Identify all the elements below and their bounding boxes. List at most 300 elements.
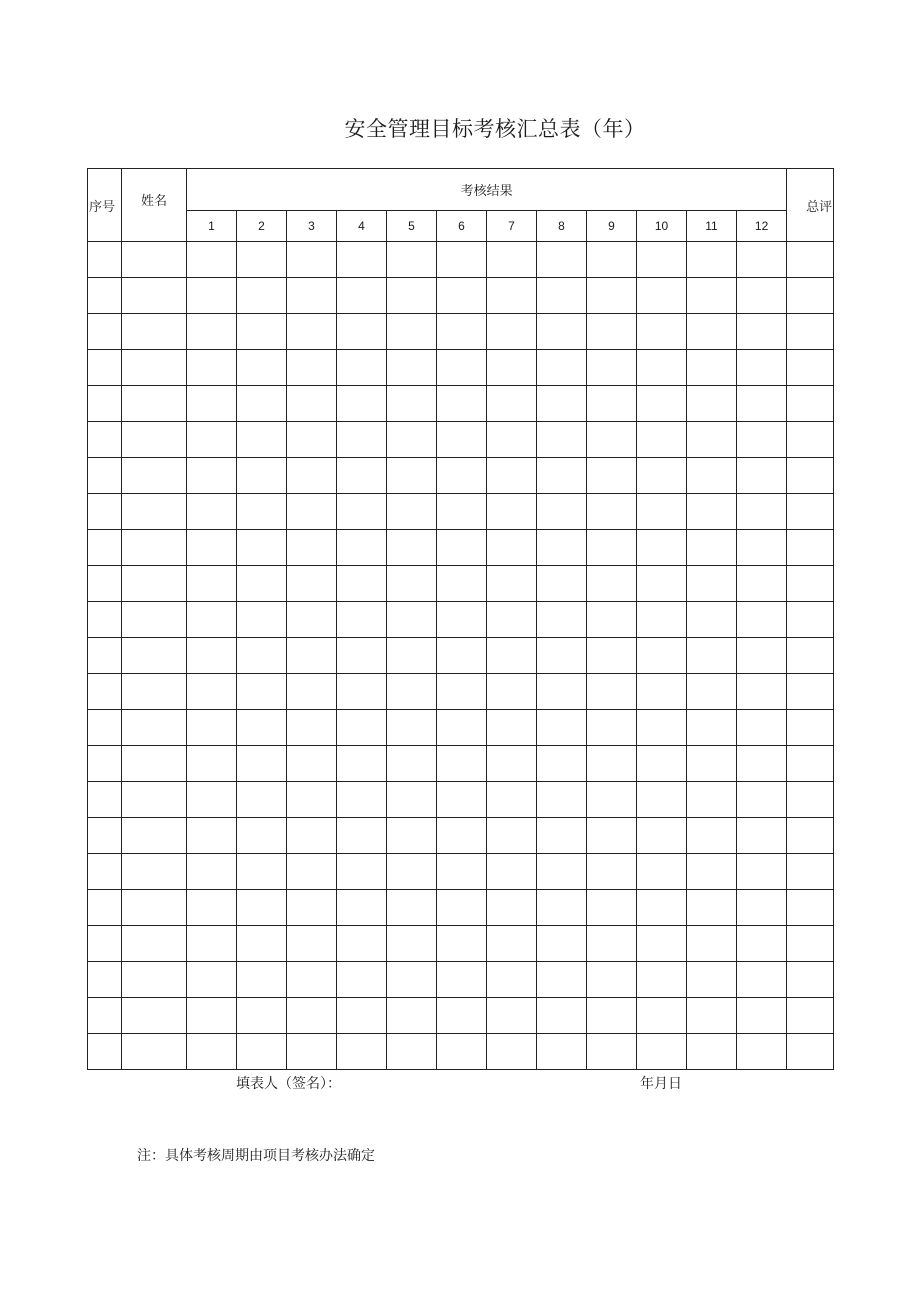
table-cell[interactable] bbox=[88, 242, 122, 278]
table-cell[interactable] bbox=[187, 674, 237, 710]
table-cell[interactable] bbox=[187, 746, 237, 782]
table-cell[interactable] bbox=[687, 566, 737, 602]
table-cell[interactable] bbox=[637, 278, 687, 314]
table-cell[interactable] bbox=[687, 314, 737, 350]
table-cell[interactable] bbox=[287, 674, 337, 710]
table-cell[interactable] bbox=[587, 458, 637, 494]
table-cell[interactable] bbox=[637, 314, 687, 350]
table-cell[interactable] bbox=[487, 638, 537, 674]
table-cell[interactable] bbox=[237, 314, 287, 350]
table-cell[interactable] bbox=[337, 890, 387, 926]
table-cell[interactable] bbox=[437, 962, 487, 998]
table-cell[interactable] bbox=[737, 674, 787, 710]
table-cell[interactable] bbox=[537, 458, 587, 494]
table-cell[interactable] bbox=[487, 350, 537, 386]
table-cell[interactable] bbox=[437, 638, 487, 674]
table-cell[interactable] bbox=[337, 638, 387, 674]
table-cell[interactable] bbox=[687, 890, 737, 926]
table-cell[interactable] bbox=[88, 890, 122, 926]
table-cell[interactable] bbox=[387, 422, 437, 458]
table-cell[interactable] bbox=[237, 782, 287, 818]
table-cell[interactable] bbox=[88, 1034, 122, 1070]
table-cell[interactable] bbox=[337, 314, 387, 350]
table-cell[interactable] bbox=[88, 602, 122, 638]
table-cell[interactable] bbox=[437, 998, 487, 1034]
table-cell[interactable] bbox=[787, 386, 834, 422]
table-cell[interactable] bbox=[537, 998, 587, 1034]
table-cell[interactable] bbox=[587, 566, 637, 602]
table-cell[interactable] bbox=[88, 782, 122, 818]
table-cell[interactable] bbox=[637, 350, 687, 386]
table-cell[interactable] bbox=[787, 926, 834, 962]
table-cell[interactable] bbox=[637, 818, 687, 854]
table-cell[interactable] bbox=[287, 854, 337, 890]
table-cell[interactable] bbox=[737, 746, 787, 782]
table-cell[interactable] bbox=[122, 638, 187, 674]
table-cell[interactable] bbox=[787, 638, 834, 674]
table-cell[interactable] bbox=[187, 494, 237, 530]
table-cell[interactable] bbox=[737, 278, 787, 314]
table-cell[interactable] bbox=[587, 422, 637, 458]
table-cell[interactable] bbox=[387, 278, 437, 314]
table-cell[interactable] bbox=[437, 1034, 487, 1070]
table-cell[interactable] bbox=[387, 458, 437, 494]
table-cell[interactable] bbox=[637, 530, 687, 566]
table-cell[interactable] bbox=[737, 782, 787, 818]
table-cell[interactable] bbox=[537, 278, 587, 314]
table-cell[interactable] bbox=[787, 278, 834, 314]
table-cell[interactable] bbox=[487, 962, 537, 998]
table-cell[interactable] bbox=[637, 674, 687, 710]
table-cell[interactable] bbox=[737, 314, 787, 350]
table-cell[interactable] bbox=[88, 962, 122, 998]
table-cell[interactable] bbox=[687, 926, 737, 962]
table-cell[interactable] bbox=[687, 422, 737, 458]
table-cell[interactable] bbox=[287, 998, 337, 1034]
table-cell[interactable] bbox=[88, 818, 122, 854]
table-cell[interactable] bbox=[737, 386, 787, 422]
table-cell[interactable] bbox=[287, 350, 337, 386]
table-cell[interactable] bbox=[487, 386, 537, 422]
table-cell[interactable] bbox=[237, 998, 287, 1034]
table-cell[interactable] bbox=[487, 890, 537, 926]
table-cell[interactable] bbox=[537, 350, 587, 386]
table-cell[interactable] bbox=[587, 782, 637, 818]
table-cell[interactable] bbox=[737, 998, 787, 1034]
table-cell[interactable] bbox=[487, 422, 537, 458]
table-cell[interactable] bbox=[787, 818, 834, 854]
table-cell[interactable] bbox=[287, 890, 337, 926]
table-cell[interactable] bbox=[587, 314, 637, 350]
table-cell[interactable] bbox=[122, 566, 187, 602]
table-cell[interactable] bbox=[122, 602, 187, 638]
table-cell[interactable] bbox=[587, 998, 637, 1034]
table-cell[interactable] bbox=[537, 890, 587, 926]
table-cell[interactable] bbox=[122, 926, 187, 962]
table-cell[interactable] bbox=[237, 710, 287, 746]
table-cell[interactable] bbox=[287, 962, 337, 998]
table-cell[interactable] bbox=[187, 710, 237, 746]
table-cell[interactable] bbox=[122, 458, 187, 494]
table-cell[interactable] bbox=[787, 422, 834, 458]
table-cell[interactable] bbox=[287, 926, 337, 962]
table-cell[interactable] bbox=[587, 818, 637, 854]
table-cell[interactable] bbox=[537, 602, 587, 638]
table-cell[interactable] bbox=[88, 854, 122, 890]
table-cell[interactable] bbox=[387, 998, 437, 1034]
table-cell[interactable] bbox=[587, 1034, 637, 1070]
table-cell[interactable] bbox=[787, 458, 834, 494]
table-cell[interactable] bbox=[337, 494, 387, 530]
table-cell[interactable] bbox=[122, 854, 187, 890]
table-cell[interactable] bbox=[287, 242, 337, 278]
table-cell[interactable] bbox=[787, 602, 834, 638]
table-cell[interactable] bbox=[387, 854, 437, 890]
table-cell[interactable] bbox=[287, 782, 337, 818]
table-cell[interactable] bbox=[437, 242, 487, 278]
table-cell[interactable] bbox=[687, 350, 737, 386]
table-cell[interactable] bbox=[237, 566, 287, 602]
table-cell[interactable] bbox=[487, 710, 537, 746]
table-cell[interactable] bbox=[487, 854, 537, 890]
table-cell[interactable] bbox=[437, 602, 487, 638]
table-cell[interactable] bbox=[637, 998, 687, 1034]
table-cell[interactable] bbox=[187, 602, 237, 638]
table-cell[interactable] bbox=[637, 386, 687, 422]
table-cell[interactable] bbox=[88, 314, 122, 350]
table-cell[interactable] bbox=[287, 386, 337, 422]
table-cell[interactable] bbox=[537, 638, 587, 674]
table-cell[interactable] bbox=[637, 422, 687, 458]
table-cell[interactable] bbox=[88, 494, 122, 530]
table-cell[interactable] bbox=[287, 278, 337, 314]
table-cell[interactable] bbox=[537, 566, 587, 602]
table-cell[interactable] bbox=[122, 782, 187, 818]
table-cell[interactable] bbox=[337, 962, 387, 998]
table-cell[interactable] bbox=[122, 818, 187, 854]
table-cell[interactable] bbox=[387, 674, 437, 710]
table-cell[interactable] bbox=[587, 278, 637, 314]
table-cell[interactable] bbox=[637, 494, 687, 530]
table-cell[interactable] bbox=[122, 674, 187, 710]
table-cell[interactable] bbox=[787, 566, 834, 602]
table-cell[interactable] bbox=[122, 278, 187, 314]
table-cell[interactable] bbox=[187, 638, 237, 674]
table-cell[interactable] bbox=[537, 746, 587, 782]
table-cell[interactable] bbox=[122, 890, 187, 926]
table-cell[interactable] bbox=[287, 638, 337, 674]
table-cell[interactable] bbox=[187, 890, 237, 926]
table-cell[interactable] bbox=[337, 782, 387, 818]
table-cell[interactable] bbox=[287, 1034, 337, 1070]
table-cell[interactable] bbox=[737, 566, 787, 602]
table-cell[interactable] bbox=[737, 422, 787, 458]
table-cell[interactable] bbox=[237, 350, 287, 386]
table-cell[interactable] bbox=[587, 242, 637, 278]
table-cell[interactable] bbox=[337, 458, 387, 494]
table-cell[interactable] bbox=[687, 242, 737, 278]
table-cell[interactable] bbox=[487, 674, 537, 710]
table-cell[interactable] bbox=[787, 962, 834, 998]
table-cell[interactable] bbox=[337, 386, 387, 422]
table-cell[interactable] bbox=[537, 530, 587, 566]
table-cell[interactable] bbox=[337, 674, 387, 710]
table-cell[interactable] bbox=[587, 854, 637, 890]
table-cell[interactable] bbox=[122, 386, 187, 422]
table-cell[interactable] bbox=[737, 602, 787, 638]
table-cell[interactable] bbox=[687, 782, 737, 818]
table-cell[interactable] bbox=[337, 818, 387, 854]
table-cell[interactable] bbox=[187, 854, 237, 890]
table-cell[interactable] bbox=[437, 350, 487, 386]
table-cell[interactable] bbox=[237, 818, 287, 854]
table-cell[interactable] bbox=[637, 890, 687, 926]
table-cell[interactable] bbox=[537, 674, 587, 710]
table-cell[interactable] bbox=[387, 314, 437, 350]
table-cell[interactable] bbox=[687, 818, 737, 854]
table-cell[interactable] bbox=[287, 602, 337, 638]
table-cell[interactable] bbox=[737, 242, 787, 278]
table-cell[interactable] bbox=[787, 350, 834, 386]
table-cell[interactable] bbox=[88, 746, 122, 782]
table-cell[interactable] bbox=[122, 710, 187, 746]
table-cell[interactable] bbox=[387, 386, 437, 422]
table-cell[interactable] bbox=[237, 890, 287, 926]
table-cell[interactable] bbox=[437, 494, 487, 530]
table-cell[interactable] bbox=[122, 746, 187, 782]
table-cell[interactable] bbox=[187, 1034, 237, 1070]
table-cell[interactable] bbox=[537, 962, 587, 998]
table-cell[interactable] bbox=[437, 422, 487, 458]
table-cell[interactable] bbox=[387, 710, 437, 746]
table-cell[interactable] bbox=[687, 602, 737, 638]
table-cell[interactable] bbox=[637, 962, 687, 998]
table-cell[interactable] bbox=[287, 710, 337, 746]
table-cell[interactable] bbox=[387, 242, 437, 278]
table-cell[interactable] bbox=[787, 530, 834, 566]
table-cell[interactable] bbox=[687, 494, 737, 530]
table-cell[interactable] bbox=[587, 494, 637, 530]
table-cell[interactable] bbox=[487, 782, 537, 818]
table-cell[interactable] bbox=[537, 854, 587, 890]
table-cell[interactable] bbox=[122, 1034, 187, 1070]
table-cell[interactable] bbox=[737, 350, 787, 386]
table-cell[interactable] bbox=[587, 890, 637, 926]
table-cell[interactable] bbox=[387, 602, 437, 638]
table-cell[interactable] bbox=[487, 926, 537, 962]
table-cell[interactable] bbox=[537, 1034, 587, 1070]
table-cell[interactable] bbox=[287, 458, 337, 494]
table-cell[interactable] bbox=[687, 854, 737, 890]
table-cell[interactable] bbox=[687, 674, 737, 710]
table-cell[interactable] bbox=[737, 926, 787, 962]
table-cell[interactable] bbox=[637, 458, 687, 494]
table-cell[interactable] bbox=[88, 998, 122, 1034]
table-cell[interactable] bbox=[687, 638, 737, 674]
table-cell[interactable] bbox=[687, 530, 737, 566]
table-cell[interactable] bbox=[537, 782, 587, 818]
table-cell[interactable] bbox=[387, 1034, 437, 1070]
table-cell[interactable] bbox=[237, 386, 287, 422]
table-cell[interactable] bbox=[187, 422, 237, 458]
table-cell[interactable] bbox=[687, 746, 737, 782]
table-cell[interactable] bbox=[487, 746, 537, 782]
table-cell[interactable] bbox=[437, 314, 487, 350]
table-cell[interactable] bbox=[387, 746, 437, 782]
table-cell[interactable] bbox=[337, 710, 387, 746]
table-cell[interactable] bbox=[687, 386, 737, 422]
table-cell[interactable] bbox=[787, 854, 834, 890]
table-cell[interactable] bbox=[88, 638, 122, 674]
table-cell[interactable] bbox=[88, 386, 122, 422]
table-cell[interactable] bbox=[437, 854, 487, 890]
table-cell[interactable] bbox=[637, 566, 687, 602]
table-cell[interactable] bbox=[487, 314, 537, 350]
table-cell[interactable] bbox=[337, 530, 387, 566]
table-cell[interactable] bbox=[187, 386, 237, 422]
table-cell[interactable] bbox=[687, 998, 737, 1034]
table-cell[interactable] bbox=[537, 386, 587, 422]
table-cell[interactable] bbox=[587, 926, 637, 962]
table-cell[interactable] bbox=[237, 494, 287, 530]
table-cell[interactable] bbox=[237, 1034, 287, 1070]
table-cell[interactable] bbox=[237, 962, 287, 998]
table-cell[interactable] bbox=[88, 278, 122, 314]
table-cell[interactable] bbox=[187, 458, 237, 494]
table-cell[interactable] bbox=[637, 1034, 687, 1070]
table-cell[interactable] bbox=[687, 278, 737, 314]
table-cell[interactable] bbox=[437, 746, 487, 782]
table-cell[interactable] bbox=[187, 926, 237, 962]
table-cell[interactable] bbox=[287, 314, 337, 350]
table-cell[interactable] bbox=[587, 710, 637, 746]
table-cell[interactable] bbox=[337, 1034, 387, 1070]
table-cell[interactable] bbox=[287, 530, 337, 566]
table-cell[interactable] bbox=[637, 854, 687, 890]
table-cell[interactable] bbox=[187, 998, 237, 1034]
table-cell[interactable] bbox=[687, 962, 737, 998]
table-cell[interactable] bbox=[487, 494, 537, 530]
table-cell[interactable] bbox=[737, 962, 787, 998]
table-cell[interactable] bbox=[387, 890, 437, 926]
table-cell[interactable] bbox=[187, 350, 237, 386]
table-cell[interactable] bbox=[487, 602, 537, 638]
table-cell[interactable] bbox=[587, 674, 637, 710]
table-cell[interactable] bbox=[337, 566, 387, 602]
table-cell[interactable] bbox=[487, 242, 537, 278]
table-cell[interactable] bbox=[787, 782, 834, 818]
table-cell[interactable] bbox=[287, 494, 337, 530]
table-cell[interactable] bbox=[687, 1034, 737, 1070]
table-cell[interactable] bbox=[537, 422, 587, 458]
table-cell[interactable] bbox=[437, 530, 487, 566]
table-cell[interactable] bbox=[587, 386, 637, 422]
table-cell[interactable] bbox=[687, 710, 737, 746]
table-cell[interactable] bbox=[237, 854, 287, 890]
table-cell[interactable] bbox=[237, 530, 287, 566]
table-cell[interactable] bbox=[437, 710, 487, 746]
table-cell[interactable] bbox=[387, 494, 437, 530]
table-cell[interactable] bbox=[88, 530, 122, 566]
table-cell[interactable] bbox=[122, 242, 187, 278]
table-cell[interactable] bbox=[537, 494, 587, 530]
table-cell[interactable] bbox=[122, 494, 187, 530]
table-cell[interactable] bbox=[237, 458, 287, 494]
table-cell[interactable] bbox=[88, 566, 122, 602]
table-cell[interactable] bbox=[737, 854, 787, 890]
table-cell[interactable] bbox=[637, 926, 687, 962]
table-cell[interactable] bbox=[337, 746, 387, 782]
table-cell[interactable] bbox=[387, 530, 437, 566]
table-cell[interactable] bbox=[387, 962, 437, 998]
table-cell[interactable] bbox=[637, 242, 687, 278]
table-cell[interactable] bbox=[537, 242, 587, 278]
table-cell[interactable] bbox=[737, 710, 787, 746]
table-cell[interactable] bbox=[237, 602, 287, 638]
table-cell[interactable] bbox=[587, 638, 637, 674]
table-cell[interactable] bbox=[88, 350, 122, 386]
table-cell[interactable] bbox=[487, 278, 537, 314]
table-cell[interactable] bbox=[437, 386, 487, 422]
table-cell[interactable] bbox=[237, 242, 287, 278]
table-cell[interactable] bbox=[88, 458, 122, 494]
table-cell[interactable] bbox=[122, 314, 187, 350]
table-cell[interactable] bbox=[187, 962, 237, 998]
table-cell[interactable] bbox=[537, 926, 587, 962]
table-cell[interactable] bbox=[637, 710, 687, 746]
table-cell[interactable] bbox=[437, 458, 487, 494]
table-cell[interactable] bbox=[537, 710, 587, 746]
table-cell[interactable] bbox=[337, 422, 387, 458]
table-cell[interactable] bbox=[637, 782, 687, 818]
table-cell[interactable] bbox=[437, 278, 487, 314]
table-cell[interactable] bbox=[287, 566, 337, 602]
table-cell[interactable] bbox=[487, 530, 537, 566]
table-cell[interactable] bbox=[487, 458, 537, 494]
table-cell[interactable] bbox=[387, 926, 437, 962]
table-cell[interactable] bbox=[337, 278, 387, 314]
table-cell[interactable] bbox=[88, 710, 122, 746]
table-cell[interactable] bbox=[237, 422, 287, 458]
table-cell[interactable] bbox=[787, 710, 834, 746]
table-cell[interactable] bbox=[337, 926, 387, 962]
table-cell[interactable] bbox=[287, 818, 337, 854]
table-cell[interactable] bbox=[637, 602, 687, 638]
table-cell[interactable] bbox=[737, 530, 787, 566]
table-cell[interactable] bbox=[537, 818, 587, 854]
table-cell[interactable] bbox=[787, 674, 834, 710]
table-cell[interactable] bbox=[737, 458, 787, 494]
table-cell[interactable] bbox=[637, 746, 687, 782]
table-cell[interactable] bbox=[737, 818, 787, 854]
table-cell[interactable] bbox=[88, 422, 122, 458]
table-cell[interactable] bbox=[122, 998, 187, 1034]
table-cell[interactable] bbox=[337, 602, 387, 638]
table-cell[interactable] bbox=[287, 746, 337, 782]
table-cell[interactable] bbox=[737, 494, 787, 530]
table-cell[interactable] bbox=[587, 602, 637, 638]
table-cell[interactable] bbox=[187, 242, 237, 278]
table-cell[interactable] bbox=[387, 638, 437, 674]
table-cell[interactable] bbox=[387, 350, 437, 386]
table-cell[interactable] bbox=[687, 458, 737, 494]
table-cell[interactable] bbox=[287, 422, 337, 458]
table-cell[interactable] bbox=[237, 746, 287, 782]
table-cell[interactable] bbox=[787, 746, 834, 782]
table-cell[interactable] bbox=[122, 962, 187, 998]
table-cell[interactable] bbox=[187, 818, 237, 854]
table-cell[interactable] bbox=[237, 638, 287, 674]
